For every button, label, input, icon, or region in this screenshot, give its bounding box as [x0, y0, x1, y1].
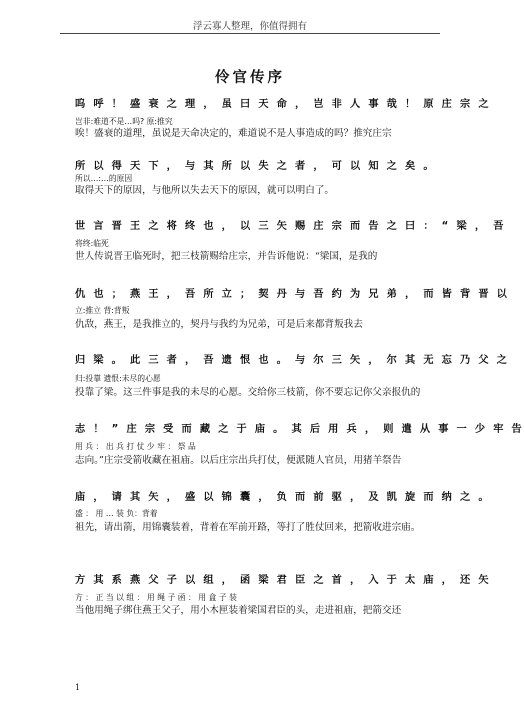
annotation-line: 归:投靠 遗恨:未尽的心愿 [75, 374, 161, 383]
original-text-line: 所 以 得 天 下 ， 与 其 所 以 失 之 者 ， 可 以 知 之 矣 。 [75, 161, 436, 172]
translation-line: 投靠了梁。这三件事是我的未尽的心愿。交给你三枝箭，你不要忘记你父亲报仇的 [75, 387, 421, 398]
original-text-line: 呜 呼 ！ 盛 衰 之 理 ， 虽 曰 天 命 ， 岂 非 人 事 哉 ！ 原 庄 宗 之 [75, 99, 491, 110]
translation-line: 仇敌，燕王，是我推立的，契丹与我约为兄弟，可是后来都背叛我去 [75, 319, 363, 330]
translation-line: 当他用绳子绑住燕王父子，用小木匣装着梁国君臣的头，走进祖庙，把箭交还 [75, 605, 402, 616]
original-text-line: 志 ！ ” 庄 宗 受 而 藏 之 于 庙 。 其 后 用 兵 ， 则 遣 从 事 一 少 牢 告 [75, 424, 524, 435]
original-text-line: 方 其 系 燕 父 子 以 组 ， 函 梁 君 臣 之 首 ， 入 于 太 庙 ， 还 矢 [75, 575, 491, 586]
original-text-line: 仇 也 ； 燕 王 ， 吾 所 立 ； 契 丹 与 吾 约 为 兄 弟 ， 而 皆 背 晋 以 [75, 289, 510, 300]
header-divider [60, 33, 440, 34]
translation-line: 祖先，请出箭，用锦囊装着，背着在军前开路，等打了胜仗回来，把箭收进宗庙。 [75, 522, 421, 533]
original-text-line: 归 梁 。 此 三 者 ， 吾 遗 恨 也 。 与 尔 三 矢 ， 尔 其 无 忘 乃 父 之 [75, 355, 510, 366]
translation-line: 志向。”庄宗受箭收藏在祖庙。以后庄宗出兵打仗，便派随人官员，用猪羊祭告 [75, 455, 402, 466]
translation-line: 世人传说晋王临死时，把三枝箭赐给庄宗，并告诉他说：“梁国，是我的 [75, 251, 378, 262]
translation-line: 唉！盛衰的道理，虽说是天命决定的，难道说不是人事造成的吗？推究庄宗 [75, 128, 392, 139]
annotation-line: 将终:临死 [75, 239, 109, 248]
document-title: 伶官传序 [215, 70, 285, 86]
annotation-line: 方 ： 正 当 以 组 ： 用 绳 子 函 ： 用 盒 子 装 [75, 593, 237, 602]
original-text-line: 庙 ， 请 其 矢 ， 盛 以 锦 囊 ， 负 而 前 驱 ， 及 凯 旋 而 纳 之 。 [75, 492, 491, 503]
annotation-line: 用 兵 ： 出 兵 打 仗 少 牢 ： 祭 品 [75, 442, 196, 451]
annotation-line: 盛 ： 用 … 装 负：背着 [75, 509, 158, 518]
original-text-line: 世 言 晋 王 之 将 终 也 ， 以 三 矢 赐 庄 宗 而 告 之 曰 ： “ 梁 ， 吾 [75, 221, 506, 232]
translation-line: 取得天下的原因，与他所以失去天下的原因，就可以明白了。 [75, 185, 335, 196]
page-number: 1 [75, 683, 81, 692]
annotation-line: 立:推立 背:背叛 [75, 306, 130, 315]
annotation-line: 所以…:…的原因 [75, 174, 133, 183]
annotation-line: 岂非:难道不是…吗? 原:推究 [75, 117, 173, 126]
page-header: 浮云寡人整理，你值得拥有 [192, 21, 307, 32]
